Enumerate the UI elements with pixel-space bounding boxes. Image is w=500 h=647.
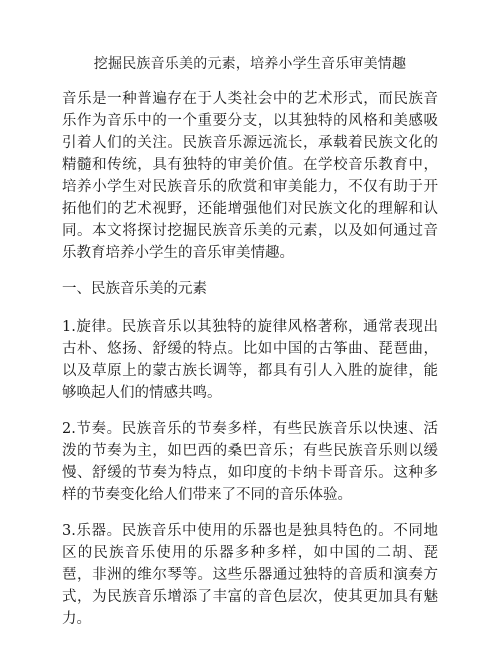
document-title: 挖掘民族音乐美的元素，培养小学生音乐审美情趣 [93,56,407,72]
item-melody-paragraph: 1.旋律。民族音乐以其独特的旋律风格著称，通常表现出古朴、悠扬、舒缓的特点。比如中国的古筝曲、琵琶曲，以及草原上的蒙古族长调等，都具有引人入胜的旋律，能够唤起人们的情感共鸣。 [62,319,438,401]
item-rhythm-paragraph: 2.节奏。民族音乐的节奏多样，有些民族音乐以快速、活泼的节奏为主，如巴西的桑巴音乐；有些民族音乐则以缓慢、舒缓的节奏为特点，如印度的卡纳卡哥音乐。这种多样的节奏变化给人们带来了不同的音乐体验。 [62,421,438,503]
section-heading: 一、民族音乐美的元素 [62,281,207,297]
intro-paragraph: 音乐是一种普遍存在于人类社会中的艺术形式，而民族音乐作为音乐中的一个重要分支，以其独特的风格和美感吸引着人们的关注。民族音乐源远流长，承载着民族文化的精髓和传统，具有独特的审美价值。在学校音乐教育中，培养小学生对民族音乐的欣赏和审美能力，不仅有助于开拓他们的艺术视野，还能增强他们对民族文化的理解和认同。本文将探讨挖掘民族音乐美的元素，以及如何通过音乐教育培养小学生的音乐审美情趣。 [62,91,438,261]
item-instruments-paragraph: 3.乐器。民族音乐中使用的乐器也是独具特色的。不同地区的民族音乐使用的乐器多种多样，如中国的二胡、琵琶，非洲的维尔琴等。这些乐器通过独特的音质和演奏方式，为民族音乐增添了丰富的音色层次，使其更加具有魅力。 [62,523,438,627]
